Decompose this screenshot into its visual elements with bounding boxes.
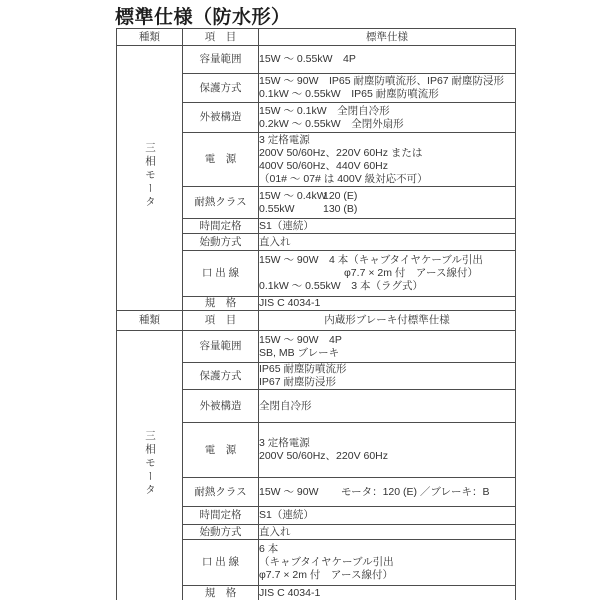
kind-cell xyxy=(117,331,183,600)
spec-line: 6 本 xyxy=(259,543,279,555)
table-row xyxy=(117,331,516,363)
table-header-row xyxy=(117,29,516,46)
row-value xyxy=(259,423,516,478)
row-value xyxy=(259,74,516,103)
spec-line: （キャブタイヤケーブル引出 xyxy=(259,556,394,568)
spec-line: 200V 50/60Hz、220V 60Hz または xyxy=(259,146,423,159)
table-row xyxy=(117,46,516,74)
row-label: 耐熱クラス xyxy=(183,187,259,219)
row-label: 保護方式 xyxy=(183,74,259,103)
spec-table-brake xyxy=(116,310,516,600)
spec-line: 3 定格電源 xyxy=(259,133,310,146)
spec-line: S1（連続） xyxy=(259,219,314,232)
header-item: 項 目 xyxy=(183,311,259,331)
row-value xyxy=(259,525,516,540)
spec-line: 15W ～ 0.1kW 全閉自冷形 xyxy=(259,104,390,117)
row-label: 保護方式 xyxy=(183,363,259,390)
row-value xyxy=(259,540,516,586)
row-label: 電 源 xyxy=(183,133,259,187)
spec-line xyxy=(259,486,515,499)
spec-line: 200V 50/60Hz、220V 60Hz xyxy=(259,450,388,462)
table-header-row xyxy=(117,311,516,331)
spec-range: 0.55kW xyxy=(259,202,295,215)
spec-rating: 130 (B) xyxy=(323,202,358,215)
spec-line: 3 定格電源 xyxy=(259,437,310,449)
spec-line: JIS C 4034-1 xyxy=(259,586,321,599)
spec-line: φ7.7 × 2m 付 アース線付） xyxy=(259,569,394,581)
row-value xyxy=(259,103,516,133)
vertical-kind-label: 三相モータ xyxy=(144,142,156,210)
row-label: 口 出 線 xyxy=(183,540,259,586)
row-label: 時間定格 xyxy=(183,507,259,525)
spec-line: IP65 耐塵防噴流形 xyxy=(259,363,347,375)
row-value xyxy=(259,478,516,507)
spec-tables-container xyxy=(116,28,516,600)
row-value xyxy=(259,390,516,423)
spec-table-waterproof xyxy=(116,28,516,311)
spec-line: IP67 耐塵防浸形 xyxy=(259,376,337,388)
row-value xyxy=(259,363,516,390)
spec-line xyxy=(259,203,515,216)
row-label: 容量範囲 xyxy=(183,46,259,74)
row-label: 容量範囲 xyxy=(183,331,259,363)
spec-line: 15W ～ 90W IP65 耐塵防噴流形、IP67 耐塵防浸形 xyxy=(259,75,505,87)
row-label: 始動方式 xyxy=(183,525,259,540)
row-value xyxy=(259,133,516,187)
header-kind: 種類 xyxy=(117,311,183,331)
row-value xyxy=(259,46,516,74)
spec-line: 400V 50/60Hz、440V 60Hz xyxy=(259,159,388,172)
spec-line: 0.1kW ～ 0.55kW 3 本（ラグ式） xyxy=(259,280,423,292)
spec-line: 15W ～ 0.55kW 4P xyxy=(259,53,356,65)
row-value xyxy=(259,187,516,219)
row-label: 耐熱クラス xyxy=(183,478,259,507)
row-label: 規 格 xyxy=(183,297,259,311)
header-kind: 種類 xyxy=(117,29,183,46)
spec-line: φ7.7 × 2m 付 アース線付） xyxy=(344,267,479,279)
row-value xyxy=(259,297,516,311)
vertical-kind-label: 三相モータ xyxy=(144,429,156,498)
row-label: 始動方式 xyxy=(183,234,259,251)
row-label: 外被構造 xyxy=(183,390,259,423)
row-label: 時間定格 xyxy=(183,219,259,234)
page-title: 標準仕様（防水形） xyxy=(115,7,291,28)
spec-line: 直入れ xyxy=(259,525,291,538)
row-label: 外被構造 xyxy=(183,103,259,133)
header-spec: 内蔵形ブレーキ付標準仕様 xyxy=(259,311,516,331)
spec-line xyxy=(259,190,515,203)
spec-rating: モータ：120 (E) ／ブレーキ：B xyxy=(341,485,490,498)
kind-cell xyxy=(117,46,183,311)
header-spec: 標準仕様 xyxy=(259,29,516,46)
spec-rating: 120 (E) xyxy=(323,189,358,202)
header-item: 項 目 xyxy=(183,29,259,46)
spec-line: 全閉自冷形 xyxy=(259,399,312,412)
spec-line: 15W ～ 90W 4P xyxy=(259,333,342,346)
spec-line: 15W ～ 90W 4 本（キャブタイヤケーブル引出 xyxy=(259,254,483,266)
row-value xyxy=(259,234,516,251)
row-label: 口 出 線 xyxy=(183,251,259,297)
row-value xyxy=(259,219,516,234)
row-value xyxy=(259,586,516,600)
spec-range: 15W ～ 0.4kW xyxy=(259,189,327,202)
spec-line: 0.2kW ～ 0.55kW 全閉外扇形 xyxy=(259,117,404,130)
spec-line: SB, MB ブレーキ xyxy=(259,346,340,359)
spec-line: JIS C 4034-1 xyxy=(259,297,321,309)
row-value xyxy=(259,251,516,297)
spec-line: S1（連続） xyxy=(259,509,314,521)
row-value xyxy=(259,331,516,363)
row-label: 電 源 xyxy=(183,423,259,478)
row-value xyxy=(259,507,516,525)
spec-line: （01# ～ 07# は 400V 級対応不可） xyxy=(259,172,428,185)
row-label: 規 格 xyxy=(183,586,259,600)
spec-line: 直入れ xyxy=(259,235,291,248)
spec-line: 0.1kW ～ 0.55kW IP65 耐塵防噴流形 xyxy=(259,88,439,100)
spec-range: 15W ～ 90W xyxy=(259,485,319,498)
